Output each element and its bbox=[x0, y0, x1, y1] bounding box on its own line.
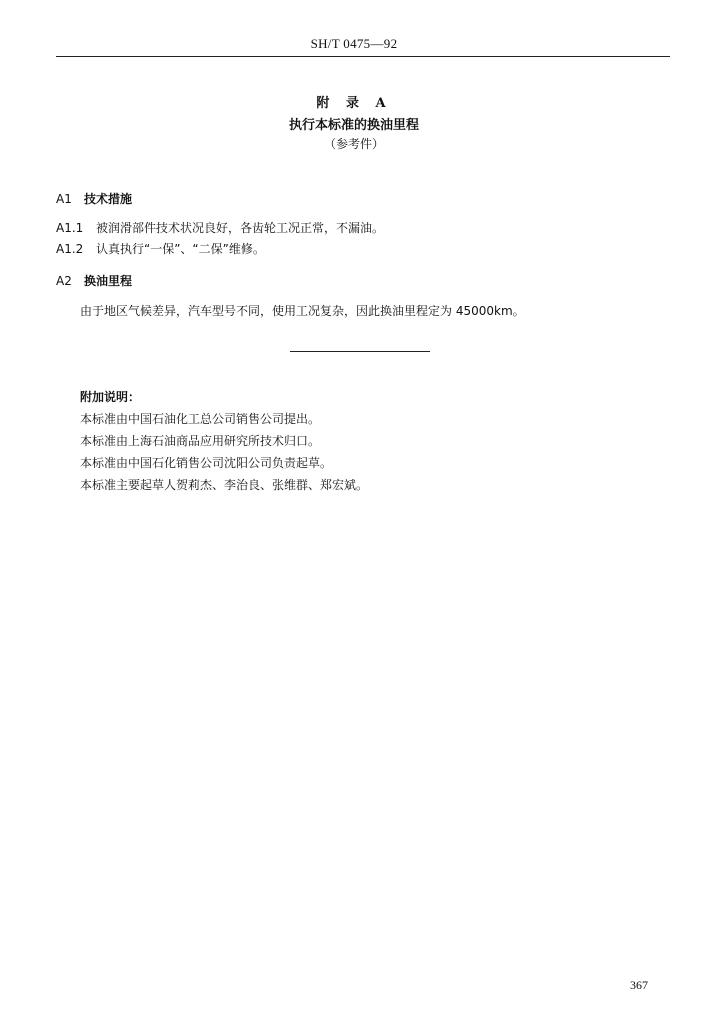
page-number: 367 bbox=[630, 978, 648, 992]
appendix-title: 执行本标准的换油里程 bbox=[288, 118, 419, 133]
note-line: 本标准由上海石油商品应用研究所技术归口。 bbox=[80, 434, 321, 448]
standard-code: SH/T 0475—92 bbox=[310, 36, 398, 51]
note-line: 本标准由中国石油化工总公司销售公司提出。 bbox=[80, 412, 321, 426]
section-paragraph: 由于地区气候差异，汽车型号不同，使用工况复杂，因此换油里程定为 45000km。 bbox=[80, 304, 525, 318]
section-number: A2 bbox=[56, 274, 72, 288]
section-title: 换油里程 bbox=[84, 274, 133, 288]
item-text: 认真执行“一保”、“二保”维修。 bbox=[96, 242, 265, 256]
item-number: A1.1 bbox=[56, 221, 84, 235]
item-a1-1 bbox=[56, 219, 384, 236]
appendix-label: 附 录 A bbox=[316, 96, 392, 111]
section-title: 技术措施 bbox=[84, 192, 133, 206]
note-line: 本标准主要起草人贺莉杰、李治良、张维群、郑宏斌。 bbox=[80, 478, 369, 492]
item-a1-2 bbox=[56, 240, 265, 257]
header-rule bbox=[56, 56, 670, 57]
section-number: A1 bbox=[56, 192, 72, 206]
item-text: 被润滑部件技术状况良好，各齿轮工况正常，不漏油。 bbox=[96, 221, 385, 235]
section-heading-a2 bbox=[56, 272, 132, 289]
section-heading-a1 bbox=[56, 190, 132, 207]
item-number: A1.2 bbox=[56, 242, 84, 256]
appendix-note: （参考件） bbox=[323, 137, 384, 151]
notes-title: 附加说明： bbox=[80, 390, 141, 404]
note-line: 本标准由中国石化销售公司沈阳公司负责起草。 bbox=[80, 456, 333, 470]
end-rule bbox=[290, 351, 430, 352]
additional-notes bbox=[80, 386, 368, 496]
